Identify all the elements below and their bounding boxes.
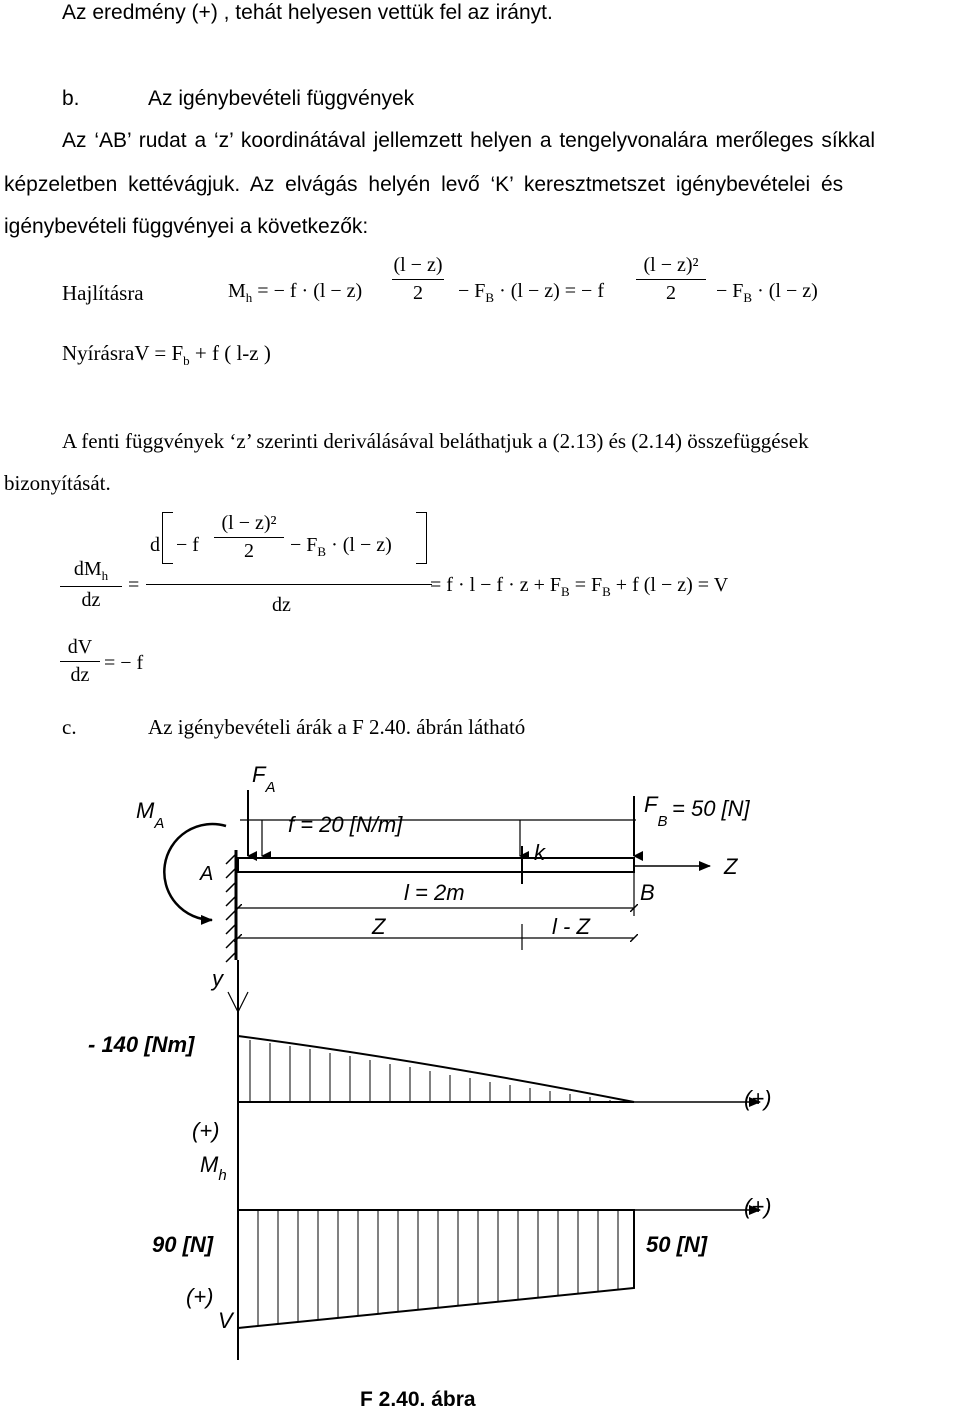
deriv-fb-sub: B	[317, 544, 327, 559]
moment-diagram	[238, 1036, 760, 1102]
deriv-inner-frac-num: (l − z)²	[221, 512, 277, 534]
left-bracket	[162, 512, 173, 564]
mh-fraction-1	[392, 254, 444, 305]
deriv-inner-fraction	[214, 512, 284, 563]
deriv-inner-3: · (l − z)	[331, 534, 392, 556]
beam	[238, 858, 634, 872]
deriv-rhs-3: + f (l − z) = V	[615, 574, 729, 596]
mh-part3: · (l − z) = − f	[499, 280, 604, 302]
beam-diagram	[0, 760, 960, 1410]
nyirasra-label: Nyírásra	[62, 341, 135, 365]
deriv-rhs-1: = f · l − f · z + F	[430, 574, 562, 596]
deriv-main-bar	[146, 584, 432, 585]
nyirasra-eq-sub: b	[183, 353, 190, 369]
fa-label: $F_A$	[252, 762, 276, 796]
section-b-title: Az igénybevételi függvények	[148, 87, 415, 110]
deriv-lhs-den: dz	[81, 589, 101, 611]
mh-equation	[228, 280, 362, 306]
mh-part5: · (l − z)	[757, 280, 818, 302]
mh-frac1-denominator: 2	[413, 282, 423, 304]
mh-fb-sub-2: B	[743, 290, 753, 305]
b-label: B	[640, 880, 655, 905]
deriv-inner-frac-den: 2	[244, 540, 254, 562]
paragraph-1-line-2: képzeletben kettévágjuk. Az elvágás helyén levő ‘K’ keresztmetszet igénybevételei és	[4, 173, 844, 196]
dv-rhs: = − f	[104, 652, 144, 674]
fb-value-label: = 50 [N]	[672, 796, 750, 821]
shear-left-value: 90 [N]	[152, 1232, 214, 1257]
k-label: k	[534, 840, 545, 865]
v-label: V	[218, 1308, 233, 1333]
mh-equation-end	[716, 280, 818, 306]
deriv-rhs-sub-1: B	[561, 584, 570, 599]
hajlitasra-label: Hajlításra	[62, 281, 144, 305]
shear-plus-left: (+)	[186, 1284, 214, 1309]
deriv-inner-2-group	[290, 534, 392, 560]
nyirasra-eq-1: V = F	[134, 341, 184, 365]
deriv-rhs	[430, 574, 728, 600]
text-line-result: Az eredmény (+) , tehát helyesen vettük fel az irányt.	[62, 1, 553, 24]
moment-plus-right: (+)	[744, 1086, 772, 1111]
section-c-label: c.	[62, 715, 77, 739]
mh-frac2-denominator: 2	[666, 282, 676, 304]
deriv-den: dz	[272, 594, 291, 616]
moment-plus-left: (+)	[192, 1118, 220, 1143]
figure-caption: F 2.40. ábra	[360, 1388, 476, 1410]
dv-fraction	[60, 636, 100, 687]
deriv-rhs-sub-2: B	[602, 584, 611, 599]
a-label: A	[200, 863, 214, 885]
fb-label: $F_B$	[644, 792, 668, 830]
paragraph-1-line-3: igénybevételi függvényei a következők:	[4, 215, 369, 238]
paragraph-1-line-1: Az ‘AB’ rudat a ‘z’ koordinátával jellemzett helyen a tengelyvonalára merőleges síkkal	[62, 129, 876, 152]
mh-equation-middle	[458, 280, 604, 306]
paragraph-2-line-2: bizonyítását.	[4, 471, 111, 495]
z-dim-label: Z	[372, 914, 386, 939]
right-bracket	[416, 512, 427, 564]
deriv-inner-2: − F	[290, 534, 318, 556]
fixed-support-wall	[226, 850, 236, 962]
ma-label: $M_A$	[136, 798, 165, 832]
section-b-label: b.	[62, 87, 80, 110]
shear-trapezoid	[238, 1210, 634, 1328]
ma-arrow	[164, 824, 226, 920]
shear-diagram	[238, 1210, 760, 1328]
dv-den: dz	[70, 664, 90, 686]
dv-num: dV	[67, 636, 93, 658]
mh-fraction-2	[636, 254, 706, 305]
moment-curve	[238, 1036, 634, 1102]
mh-label: $M_h$	[200, 1152, 227, 1184]
deriv-lhs-num-sub: h	[101, 568, 109, 583]
mh-fb-sub-1: B	[485, 290, 495, 305]
mh-part2: − F	[458, 280, 486, 302]
mh-paren1: (l − z)	[313, 280, 363, 302]
mh-symbol: M	[228, 280, 246, 302]
l-label: l = 2m	[404, 880, 465, 905]
z-axis-label: Z	[724, 854, 738, 879]
moment-value-label: - 140 [Nm]	[88, 1032, 195, 1057]
mh-part4: − F	[716, 280, 744, 302]
section-c-title: Az igénybevételi árák a F 2.40. ábrán látható	[148, 715, 526, 739]
lz-dim-label: l - Z	[552, 914, 590, 939]
mh-frac2-numerator: (l − z)²	[643, 254, 699, 276]
deriv-d: d	[150, 534, 160, 556]
shear-right-value: 50 [N]	[646, 1232, 708, 1257]
shear-plus-right: (+)	[744, 1194, 772, 1219]
nyirasra-eq-2: + f ( l-z )	[189, 341, 271, 365]
paragraph-2-line-1: A fenti függvények ‘z’ szerinti deriválásával beláthatjuk a (2.13) és (2.14) összefüggések	[62, 429, 809, 453]
deriv-eq-sign: =	[128, 574, 140, 596]
deriv-rhs-2: = F	[574, 574, 603, 596]
y-label: y	[212, 966, 223, 991]
mh-sub: h	[245, 290, 253, 305]
deriv-lhs-fraction	[60, 558, 122, 612]
nyirasra-line	[62, 340, 271, 374]
load-label: f = 20 [N/m]	[288, 812, 403, 837]
mh-frac1-numerator: (l − z)	[393, 254, 443, 276]
deriv-lhs-num: dM	[73, 558, 102, 580]
deriv-inner-1: − f	[176, 534, 199, 556]
mh-part1: = − f ·	[257, 280, 309, 302]
